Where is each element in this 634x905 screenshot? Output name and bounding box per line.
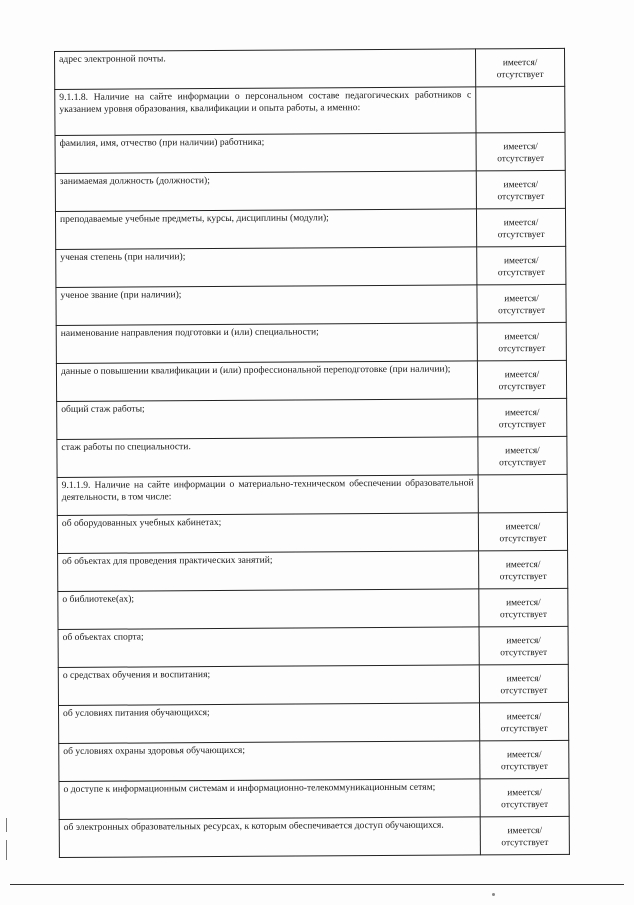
row-description: о доступе к информационным системам и информационно-телекоммуникационным сетям;	[59, 779, 480, 820]
row-description: об условиях охраны здоровья обучающихся;	[59, 741, 480, 782]
row-status: имеется/отсутствует	[477, 360, 566, 399]
row-status: имеется/отсутствует	[479, 702, 568, 741]
row-description: наименование направления подготовки и (или) специальности;	[56, 323, 477, 364]
row-description: о библиотеке(ах);	[58, 589, 479, 630]
table-row	[55, 208, 565, 249]
row-status: имеется/отсутствует	[479, 664, 568, 703]
row-description: данные о повышении квалификации и (или) профессиональной переподготовке (при наличии);	[56, 361, 477, 402]
table-row	[55, 132, 565, 173]
row-description: об объектах для проведения практических занятий;	[58, 551, 479, 592]
table-row	[57, 436, 567, 477]
section-heading-9-1-1-8: 9.1.1.8. Наличие на сайте информации о персональном составе педагогических работников с указанием уровня образования, квалификации и опыта работы, а именно:	[55, 87, 476, 136]
table-row	[56, 360, 566, 401]
row-status: имеется/отсутствует	[478, 398, 567, 437]
row-status-empty	[476, 86, 565, 133]
row-status: имеется/отсутствует	[480, 778, 569, 817]
table-row	[59, 740, 569, 781]
row-status: имеется/отсутствует	[479, 588, 568, 627]
table-row	[58, 626, 568, 667]
table-row	[56, 322, 566, 363]
scan-bottom-edge-line	[10, 884, 624, 885]
row-description: общий стаж работы;	[57, 399, 478, 440]
row-status: имеется/отсутствует	[477, 284, 566, 323]
table-row	[58, 664, 568, 705]
row-description: ученая степень (при наличии);	[56, 247, 477, 288]
table-row	[58, 702, 568, 743]
table-row	[57, 398, 567, 439]
scan-margin-mark	[6, 840, 7, 860]
row-status: имеется/отсутствует	[479, 626, 568, 665]
row-status: имеется/отсутствует	[477, 246, 566, 285]
row-description: об условиях питания обучающихся;	[58, 703, 479, 744]
row-description: об оборудованных учебных кабинетах;	[57, 513, 478, 554]
table-row	[55, 170, 565, 211]
table-row-section-heading	[55, 86, 565, 135]
row-description: ученое звание (при наличии);	[56, 285, 477, 326]
table-row	[58, 550, 568, 591]
table-row	[55, 48, 565, 89]
section-heading-9-1-1-9: 9.1.1.9. Наличие на сайте информации о материально-техническом обеспечении образовательной деятельности, в том числе:	[57, 475, 478, 516]
table-row	[57, 512, 567, 553]
row-description: адрес электронной почты.	[55, 49, 476, 90]
row-status: имеется/отсутствует	[476, 132, 565, 171]
table-row	[59, 778, 569, 819]
row-description: фамилия, имя, отчество (при наличии) работника;	[55, 133, 476, 174]
row-status: имеется/отсутствует	[475, 48, 564, 87]
row-description: о средствах обучения и воспитания;	[58, 665, 479, 706]
table-row	[59, 816, 569, 857]
row-status: имеется/отсутствует	[476, 208, 565, 247]
scan-dust-mark	[492, 893, 495, 896]
row-description: об объектах спорта;	[58, 627, 479, 668]
row-description: стаж работы по специальности.	[57, 437, 478, 478]
row-description: занимаемая должность (должности);	[55, 171, 476, 212]
table-row-section-heading	[57, 474, 567, 515]
row-status: имеется/отсутствует	[479, 550, 568, 589]
row-description: преподаваемые учебные предметы, курсы, дисциплины (модули);	[55, 209, 476, 250]
row-status: имеется/отсутствует	[478, 436, 567, 475]
row-status: имеется/отсутствует	[480, 740, 569, 779]
row-status: имеется/отсутствует	[480, 816, 569, 855]
criteria-table	[54, 48, 570, 858]
row-status: имеется/отсутствует	[478, 512, 567, 551]
scan-margin-mark	[6, 818, 7, 832]
row-status: имеется/отсутствует	[477, 322, 566, 361]
row-description: об электронных образовательных ресурсах, к которым обеспечивается доступ обучающихся.	[59, 817, 480, 858]
table-row	[58, 588, 568, 629]
row-status-empty	[478, 474, 567, 513]
table-row	[56, 246, 566, 287]
row-status: имеется/отсутствует	[476, 170, 565, 209]
table-row	[56, 284, 566, 325]
criteria-table-body	[55, 48, 570, 857]
